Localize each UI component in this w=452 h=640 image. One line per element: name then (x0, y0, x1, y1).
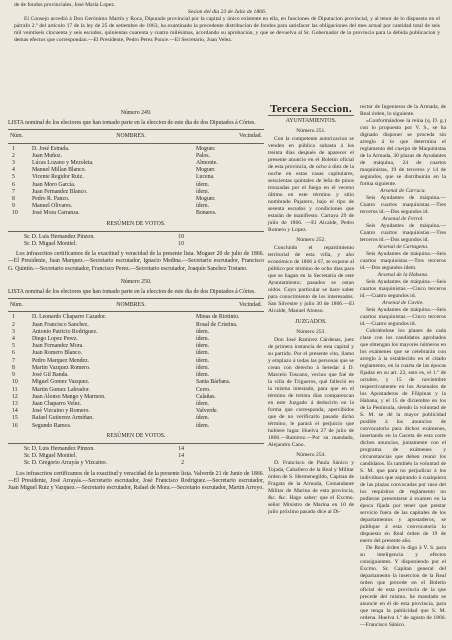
row-name: Juan Alonso Mango y Marmon. (32, 393, 106, 400)
lista-250-intro: LISTA nominal de los electores que han tomado parte en la eleccion de este dia de dos Diputados á Córtes. (8, 289, 256, 296)
number-251-title: Número 251. (296, 128, 326, 134)
divider (8, 298, 264, 299)
row-vecindad: ídem. (196, 343, 210, 350)
row-vecindad: Palos. (196, 152, 211, 159)
candidate-name: Sr. D. Luis Hernandez Pinzon. (24, 445, 95, 452)
notice-252: Concluido el repartimiento territorial de esta villa, y año económico de 1866 á 67, se expone al público por término de ocho dias para que se hagan en la Secretaría de este Ayuntamiento; pasados se ostan oidos. Cuyo particular se hace saber para conocimiento de los interesados. San Silvestre y julio 30 de 1866.—El Alcalde, Manuel Alonso. (268, 245, 354, 314)
table-250-body (8, 314, 264, 429)
row-name: Juan Romero Blanco. (32, 350, 83, 357)
resumen-250-body (8, 446, 264, 468)
section-title: Tercera Seccion. (270, 103, 352, 115)
row-number: 10 (12, 379, 18, 386)
row-vecindad: Almonte. (196, 160, 218, 167)
row-number: 13 (12, 400, 18, 407)
row-vecindad: Calañas. (196, 393, 216, 400)
divider (8, 311, 264, 312)
table-row (8, 365, 264, 372)
row-name: Juan Fernandez Mora. (32, 343, 84, 350)
table-249-body (8, 146, 264, 218)
row-vecindad: Moguer. (196, 145, 216, 152)
row-name: José Vizcaino y Romero. (32, 408, 90, 415)
header-num: Núm. (10, 302, 24, 309)
top-line: de de fondos provinciales, José María Lopez. (14, 2, 116, 8)
row-vecindad: ídem. (196, 181, 210, 188)
row-vecindad: ídem. (196, 422, 210, 429)
row-number: 14 (12, 408, 18, 415)
right-para-7: Seis Ayudantes de máquina.—Seis cuartos maquinistas.—Cinco terceros id.—Cuatro segundos id. (360, 307, 446, 327)
row-number: 9 (12, 203, 15, 210)
middle-column (268, 104, 354, 516)
right-para-3: Seis Ayudantes de máquina.—Cuatro cuartos maquinistas.—Tres terceros id.—Dos segundos id. (360, 195, 446, 215)
row-number: 5 (12, 174, 15, 181)
row-name: Juan Francisco Sanchez. (32, 321, 89, 328)
divider (8, 129, 264, 130)
row-vecindad: Moguer. (196, 167, 216, 174)
summary-row (8, 453, 264, 460)
certification-249: Los infrascritos certificamos de la exactitud y veracidad de la presente lista. Moguer 20 de julio de 1866.—El Presidente, Juan Marquez.—Secretario escrutador, Ignacio Medina.—Secretario escrutador, Francisco G. Quintín.—Secretario escrutador, Francisco Perez.—Secretario escrutador, Joaquín Sanchez Tostano. (8, 251, 264, 272)
number-252-title: Número 252. (296, 237, 326, 243)
notice-251: Con la competente autorizacion se venden en pública subasta á los treinta dias después de aparecer el presente anuncio en el Boletin oficial de esta provincia, de ocho á diez de la noche en estas casas capitulares, seiscientas quintales de leña de pinos tronzadas por el fuego en el veceno último en este término y sitio nombrado Pajarero, bajo el tipo de sesenta escudos y condiciones que estarán de manifiesto. Cartaya 29 de julio de 1866. —El Alcalde, Pedro Romero y Lopez. (268, 136, 354, 233)
row-vecindad: ídem. (196, 188, 210, 195)
row-name: Vicente Regidor Ruiz. (32, 174, 84, 181)
table-row (8, 210, 264, 217)
right-para-8: Cubriéndose los planes de cada clase con los candidatos aprobados que obtengan los mayores números en los exámenes que se celebrarán con arreglo á la establecido en el citado reglamento, en la cuarta de las épocas fijadas en su art. 22, esto es, el 1.º de octubre, y 15 de noviembre respectivamente en los Arsenales de los Apostaderos de Filipinas y la Habana, y el 15 de diciembre en los de la Península, siendo la voluntad de S. M. se dé la mayor publicidad posible á los anuncios de convocatoria para dichos exámenes, insertando en la Gaceta de esta corte dichos anuncios, juntamente con el programa de exámenes y circunstancias que deben reunir los candidatos. Es también la voluntad de S. M. que para no perjudicar á los individuos que aspirando á cualquiera de las plazas convocadas por ruso del los requisitos de reglamento no pudieran presentarse á examen en la época fijada por tener que prestar servicio fuera de las capitales de los departamentos y apostaderos, se publique á esta convocatoria lo dispuesto en Real órden de 19 de enero del presente año. (360, 328, 446, 544)
resumen-249-title: RESÚMEN DE VOTOS. (106, 220, 166, 227)
summary-row (8, 460, 264, 467)
row-vecindad: Valverde. (196, 408, 219, 415)
session-heading: Sesion del dia 23 de Julio de 1866. (187, 9, 267, 15)
candidate-name: Sr. D. Gregorio Arrayás y Vizcaino. (24, 460, 107, 467)
table-row (8, 174, 264, 181)
table-row (8, 314, 264, 321)
table-row (8, 336, 264, 343)
row-number: 4 (12, 336, 15, 343)
row-name: Rafael Gutierrez Armiñan. (32, 415, 94, 422)
row-number: 7 (12, 188, 15, 195)
row-vecindad: ídem. (196, 364, 210, 371)
summary-row (8, 446, 264, 453)
table-row (8, 189, 264, 196)
row-name: José Mora Carranza. (32, 210, 80, 217)
row-vecindad: Bonares. (196, 210, 217, 217)
row-name: Segundo Ramos. (32, 422, 72, 429)
arsenal-ferrol: Arsenal de Ferrol. (382, 216, 424, 222)
row-name: D. José Estrada. (32, 145, 70, 152)
row-name: D. Leonardo Chaparro Cazador. (32, 314, 107, 321)
row-number: 6 (12, 181, 15, 188)
right-column (360, 104, 446, 629)
certification-250: Los infrascritos certificamos de la exactitud y veracidad de la presente lista. Valverde 21 de Junio de 1866.—El Presidente, José Arrayás.—Secretario escrutador, José Francisco Rodriguez.—Secretario escrutador, Juan Miguel Ruiz y Vazquez.—Secretario escrutador, Rafael de Mora.—Secretario escrutador, Martin Arroyo. (8, 470, 264, 491)
number-249-title: Número 249. (120, 110, 152, 116)
vote-count: 14 (178, 445, 184, 452)
row-number: 5 (12, 343, 15, 350)
table-row (8, 196, 264, 203)
row-name: Juan Moro García. (32, 181, 76, 188)
table-row (8, 401, 264, 408)
table-row (8, 167, 264, 174)
divider (8, 443, 264, 444)
row-number: 1 (12, 314, 15, 321)
consejo-paragraph: El Consejo accedió á Don Gerónimo Martín y Roca, Diputado provincial por la capital y único existente en ella, en funciones de Diputacion provincial, y al tenor de lo dispuesto en el párrafo 2.º del artículo 17 de la ley de 25 de setiembre de 1863, ha examinado la precedente distribucion de fondos para satisfacer las obligaciones del mes actual por cantidad total de seis mil veintiseis cincuenta y seis escudos, quinientas cuarenta y cuatro milésimas, acordando su aprobacion, y que se devuelva al Sr. Gobernador de la provincia para la debida publicacion y demas efectos que correspondan.—El Presidente, Pedro Perez Ponce.—El Secretario, Juan Velez. (14, 16, 440, 43)
table-row (8, 379, 264, 386)
right-para-4: Seis Ayudantes de máquina.—Cuatro cuartos maquinistas.—Tres terceros id.—Dos segundos id. (360, 223, 446, 243)
row-vecindad: Minas de Riotinto. (196, 314, 240, 321)
summary-row (8, 241, 264, 248)
table-249-header (8, 133, 264, 140)
row-vecindad: ídem. (196, 350, 210, 357)
header-num: Núm. (10, 133, 24, 140)
divider (8, 143, 264, 144)
row-number: 8 (12, 196, 15, 203)
row-number: 15 (12, 415, 18, 422)
row-name: Juan Muñoz. (32, 152, 62, 159)
row-number: 3 (12, 160, 15, 167)
row-number: 1 (12, 145, 15, 152)
row-number: 16 (12, 422, 18, 429)
row-number: 8 (12, 364, 15, 371)
resumen-250-title: RESÚMEN DE VOTOS. (106, 432, 166, 439)
table-row (8, 146, 264, 153)
arsenal-cartagena: Arsenal de Cartagena. (377, 244, 429, 250)
row-vecindad: Santa Bárbara. (196, 379, 231, 386)
row-name: Martin Gomez Labrador. (32, 386, 90, 393)
arsenal-habana: Arsenal de la Habana. (377, 272, 429, 278)
table-row (8, 182, 264, 189)
row-number: 3 (12, 328, 15, 335)
table-row (8, 343, 264, 350)
right-para-1: rector de Ingenieros de la Armada, de Real órden, lo siguiente. (360, 104, 446, 117)
row-number: 6 (12, 350, 15, 357)
row-vecindad: ídem. (196, 415, 210, 422)
vote-count: 10 (178, 233, 184, 240)
row-name: Manuel Millan Blanco. (32, 167, 86, 174)
notice-253: Don José Ramirez Cárdenas, juez de primera instancia de esta capital y su partido. Por el presente cito, llamo y emplazo á todas las personas que se crean con derecho á heredar á D. Marcelo Toscano, vecino que fué de la villa de Trigueros, qué falleció en la misma intestado, para que en el término de treinta días comparezcan en este Juzgado á deducirlo en la forma que corresponda, apercibidos que de no verificarlo pasado dicho término, le parará el perjuicio que hubiere lugar. Huelva 27 de julio de 1866.—Ramirez.—Por su mandado, Alejandro Cano. (268, 337, 354, 448)
table-row (8, 153, 264, 160)
right-para-5: Seis Ayudantes de máquina.—Seis cuartos maquinistas.—Tres terceros id.—Dos segundos idem. (360, 251, 446, 271)
candidate-name: Sr. D. Miguel Montiel. (24, 241, 77, 248)
table-row (8, 322, 264, 329)
row-number: 9 (12, 372, 15, 379)
row-name: Juan Chaparro Velez. (32, 400, 82, 407)
summary-row (8, 234, 264, 241)
vote-count: 14 (178, 453, 184, 460)
juzgados-heading: JUZGADOS. (295, 319, 327, 325)
row-vecindad: ídem. (196, 357, 210, 364)
ayuntamientos-heading: AYUNTAMIENTOS. (285, 118, 337, 124)
number-254-title: Número 254. (296, 452, 326, 458)
row-name: Manuel Olivares. (32, 203, 73, 210)
left-column (8, 104, 264, 495)
row-number: 2 (12, 152, 15, 159)
row-name: Diego Lopez Perez. (32, 336, 78, 343)
table-row (8, 203, 264, 210)
row-vecindad: Cerro. (196, 386, 211, 393)
row-name: José Gil Banda. (32, 372, 69, 379)
table-250-header (8, 302, 264, 309)
row-vecindad: ídem. (196, 336, 210, 343)
vote-count: 2 (181, 460, 184, 467)
divider (8, 231, 264, 232)
table-row (8, 415, 264, 422)
header-vecindad: Vecindad. (238, 133, 262, 140)
divider (268, 115, 354, 116)
right-para-6: Seis Ayudantes de máquina.—Seis cuartos maquinistas.—Cinco terceros id.—Cuatro segundos id. (360, 279, 446, 299)
row-number: 11 (12, 386, 18, 393)
right-para-2: «Conformándose la reina (q. D. g.) con lo propuesto por V. S., se ha dignado disponer se proceda sin arreglo á lo que determina el reglamento del cuerpo de Maquinistas de la Armada, 30 plazas de Ayudantes de máquina, 24 de cuartos maquinistas, 19 de terceros y 14 de segundos, que se distribuirán en la forma siguiente. (360, 118, 446, 187)
row-vecindad: ídem. (196, 400, 210, 407)
arsenal-cavite: Arsenal de Cavite. (382, 300, 424, 306)
row-name: Antonio Patricio Rodriguez. (32, 328, 98, 335)
header-names: NOMBRES. (116, 302, 146, 309)
row-vecindad: Moguer. (196, 196, 216, 203)
header-names: NOMBRES. (116, 133, 146, 140)
table-row (8, 358, 264, 365)
row-name: Pedro Marquez Mendez. (32, 357, 90, 364)
number-250-title: Número 250. (120, 278, 152, 285)
header-vecindad: Vecindad. (238, 302, 262, 309)
candidate-name: Sr. D. Luis Hernandez Pinzon. (24, 233, 95, 240)
table-row (8, 372, 264, 379)
resumen-249-body (8, 234, 264, 248)
row-vecindad: ídem. (196, 372, 210, 379)
number-253-title: Número 253. (296, 329, 326, 335)
row-vecindad: Rosal de Cristina. (196, 321, 238, 328)
candidate-name: Sr. D. Miguel Montiel. (24, 453, 77, 460)
lista-249-intro: LISTA nominal de los electores que han tomado parte en la eleccion de este dia de dos Diputados á Córtes. (8, 120, 256, 127)
table-row (8, 387, 264, 394)
arsenal-carraca: Arsenal de Carraca. (380, 188, 426, 194)
row-name: Miguel Gomez Vazquez. (32, 379, 90, 386)
row-number: 4 (12, 167, 15, 174)
table-row (8, 350, 264, 357)
row-vecindad: Lucena. (196, 174, 215, 181)
right-para-9: De Real órden lo digo á V. S. para su inteligencia y efectos consiguientes. Y disponiendo por el Excmo. Sr. Capitan general del departamento la insercion de la Real órden que precede en el Boletin oficial de esta provincia de la que precede del mismo, he mandado se anuncie en él de esta provincia, para que tenga la publicidad que S. M. ordena. Huelva 1.º de agosto de 1866.—Francisco Sánico. (360, 545, 446, 628)
top-section (14, 2, 440, 44)
table-row (8, 423, 264, 430)
table-row (8, 394, 264, 401)
vote-count: 10 (178, 241, 184, 248)
notice-254: D. Francisco de Paula Sánico y Tojada, Caballero de la Real y Militar órden de S. Hermenegildo, Capitan de Fragata de la Armada, Comandante Militar de Marina de esta provincia, &c. &c. Hago saber: que el Excmo. señor Ministro de Marina en 10 de julio próximo pasado dice al Di- (268, 460, 354, 515)
table-row (8, 160, 264, 167)
row-number: 12 (12, 393, 18, 400)
table-row (8, 329, 264, 336)
row-name: Juan Fernandez Blanco. (32, 188, 88, 195)
row-name: Martin Vazquez Romero. (32, 364, 91, 371)
row-number: 2 (12, 321, 15, 328)
row-name: Pedro R. Panzo. (32, 196, 70, 203)
row-number: 7 (12, 357, 15, 364)
row-name: Lúcas Lozano y Mezoleta. (32, 160, 94, 167)
row-vecindad: ídem. (196, 203, 210, 210)
row-number: 10 (12, 210, 18, 217)
row-vecindad: ídem. (196, 328, 210, 335)
